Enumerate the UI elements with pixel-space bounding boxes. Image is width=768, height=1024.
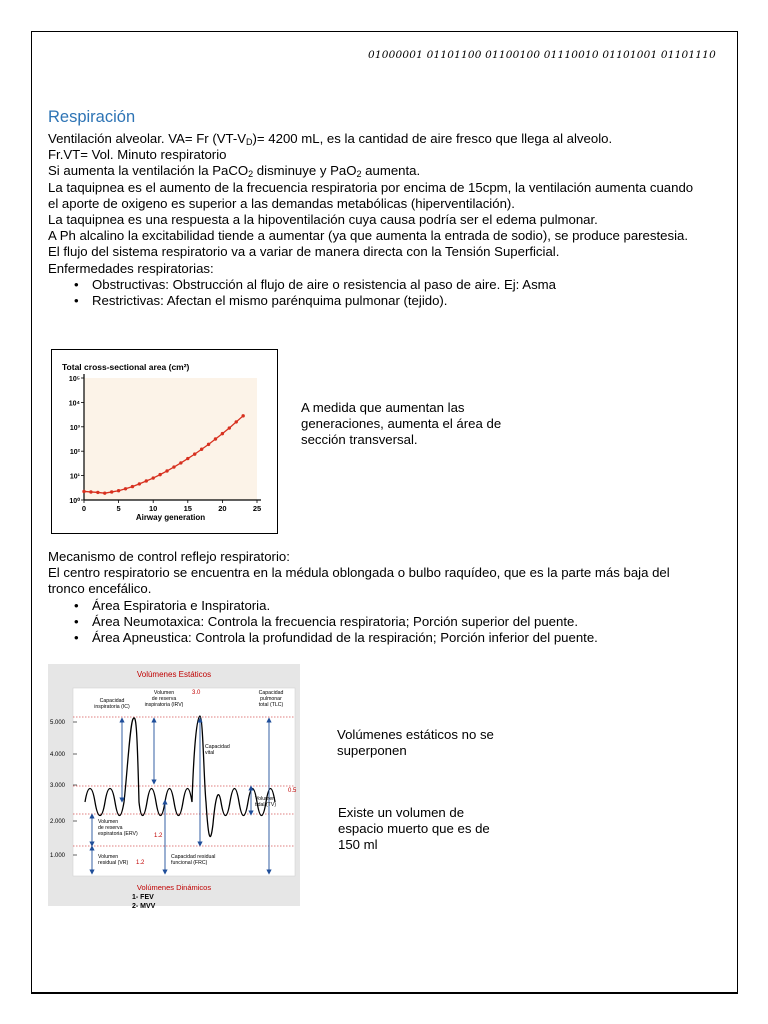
figure1-caption: A medida que aumentan las generaciones, aumenta el área de sección transversal. (301, 400, 502, 448)
subscript: 2 (248, 169, 254, 180)
data-point (241, 414, 244, 417)
y-tick-2000: 2.000 (50, 819, 66, 825)
paragraph-taquipnea: La taquipnea es el aumento de la frecuencia respiratoria por encima de 15cpm, la ventilación aumenta cuando el aporte de oxigeno es superior a las demandas metabólicas (hiperventilación). (48, 179, 694, 211)
lung-volumes-figure (48, 664, 300, 910)
data-point (117, 489, 120, 492)
data-point (179, 461, 182, 464)
label-erv: Volumen de reserva espiratoria (ERV) (98, 819, 138, 837)
y-tick-5000: 5.000 (50, 720, 66, 726)
data-point (96, 491, 99, 494)
label-rv-value: 1.2 (136, 860, 145, 866)
text-fragment: Si aumenta la ventilación la PaCO (48, 163, 249, 179)
paragraph-volumen-minuto: Fr.VT= Vol. Minuto respiratorio (48, 147, 227, 163)
data-point (186, 457, 189, 460)
data-point (152, 476, 155, 479)
x-axis-label: Airway generation (135, 513, 206, 522)
data-point (131, 485, 134, 488)
dynamic-item-mvv: 2- MVV (132, 903, 156, 910)
paragraph-paco2 (48, 163, 698, 179)
y-tick-label: 10⁴ (68, 400, 80, 408)
data-point (193, 452, 196, 455)
y-tick-label: 10¹ (69, 473, 80, 481)
diseases-list (48, 277, 698, 309)
section-title: Respiración (48, 108, 136, 126)
y-tick-label: 10² (69, 449, 80, 457)
data-point (110, 490, 113, 493)
mechanism-title: Mecanismo de control reflejo respiratorio: (48, 549, 290, 564)
list-item-obstructivas: • Obstructivas: Obstrucción al flujo de aire o resistencia al paso de aire. Ej: Asma (68, 277, 698, 293)
label-irv-value: 3.0 (192, 690, 201, 696)
chart-svg (52, 350, 277, 533)
label-vc: Capacidad vital (205, 744, 230, 756)
label-erv-value: 1.2 (154, 833, 163, 839)
mechanism-text: El centro respiratorio se encuentra en la médula oblongada o bulbo raquídeo, que es la parte más baja del tronco encefálico. (48, 565, 670, 597)
body-text (48, 131, 698, 309)
list-item-restrictivas: • Restrictivas: Afectan el mismo parénquima pulmonar (tejido). (68, 293, 698, 309)
text-fragment: )= 4200 mL, es la cantidad de aire fresco que llega al alveolo. (252, 131, 613, 146)
x-tick-label: 5 (116, 504, 121, 513)
paragraph-enfermedades: Enfermedades respiratorias: (48, 260, 214, 276)
label-tlc: Capacidad pulmonar total (TLC) (258, 690, 284, 708)
y-tick-4000: 4.000 (50, 752, 66, 758)
subscript: 2 (356, 169, 362, 180)
y-tick-label: 10³ (69, 424, 80, 432)
label-ic: Capacidad inspiratoria (IC) (94, 698, 130, 710)
paragraph-taquipnea-respuesta: La taquipnea es una respuesta a la hipoventilación cuya causa podría ser el edema pulmonar. (48, 212, 598, 228)
list-item-area-apneustica: • Área Apneustica: Controla la profundidad de la respiración; Porción inferior del puente. (68, 630, 698, 646)
data-point (235, 420, 238, 423)
y-tick-3000: 3.000 (50, 783, 66, 789)
figure2-caption-static: Volúmenes estáticos no se superponen (337, 727, 494, 759)
plot-background (84, 378, 257, 500)
lung-volumes-diagram (48, 664, 300, 910)
data-point (145, 479, 148, 482)
data-point (221, 432, 224, 435)
list-item-area-espiratoria: • Área Espiratoria e Inspiratoria. (68, 598, 698, 614)
header-binary-code: 01000001 01101100 01100100 01110010 01101001 01101110 (368, 49, 716, 61)
label-tv-value: 0.5 (288, 788, 297, 794)
x-tick-label: 10 (149, 504, 158, 513)
plot-area (73, 688, 295, 876)
data-point (158, 473, 161, 476)
paragraph-flujo: El flujo del sistema respiratorio va a variar de manera directa con la Tensión Superficial. (48, 244, 560, 260)
label-frc: Capacidad residual funcional (FRC) (171, 854, 216, 866)
dynamic-volumes-title: Volúmenes Dinámicos (136, 883, 212, 892)
data-point (165, 469, 168, 472)
label-tv: Volumen tidal (TV) (255, 796, 277, 808)
list-item-area-neumotaxica: • Área Neumotaxica: Controla la frecuencia respiratoria; Porción superior del puente. (68, 614, 698, 630)
data-point (138, 482, 141, 485)
data-point (214, 437, 217, 440)
x-tick-label: 15 (183, 504, 192, 513)
label-irv: Volumen de reserva inspiratoria (IRV) (144, 690, 184, 708)
data-point (82, 490, 85, 493)
subscript: D (246, 137, 253, 147)
label-rv: Volumen residual (VR) (98, 854, 129, 866)
mechanism-section (48, 549, 698, 646)
cross-sectional-area-chart (51, 349, 278, 534)
figure2-caption-dead-space: Existe un volumen de espacio muerto que es de 150 ml (338, 805, 490, 853)
data-point (207, 443, 210, 446)
x-tick-label: 20 (218, 504, 227, 513)
mechanism-list (48, 598, 698, 647)
data-point (89, 490, 92, 493)
data-point (103, 491, 106, 494)
x-tick-label: 0 (81, 504, 87, 513)
data-point (124, 487, 127, 490)
dynamic-item-fev: 1- FEV (132, 894, 154, 901)
paragraph-ventilacion-alveolar (48, 131, 698, 147)
chart-title: Total cross-sectional area (cm²) (62, 362, 190, 372)
text-fragment: aumenta. (361, 163, 421, 179)
static-volumes-title: Volúmenes Estáticos (136, 670, 212, 679)
data-point (200, 448, 203, 451)
data-point (228, 426, 231, 429)
text-fragment: disminuye y PaO (253, 163, 357, 179)
data-point (172, 465, 175, 468)
y-tick-label: 10⁰ (69, 498, 80, 505)
y-tick-label: 10⁵ (68, 376, 80, 383)
y-tick-1000: 1.000 (50, 853, 66, 859)
paragraph-ph-alcalino: A Ph alcalino la excitabilidad tiende a aumentar (ya que aumenta la entrada de sodio), se produce parestesia. (48, 228, 688, 244)
text-fragment: Ventilación alveolar. VA= Fr (VT-V (48, 131, 247, 146)
x-tick-label: 25 (252, 504, 262, 513)
